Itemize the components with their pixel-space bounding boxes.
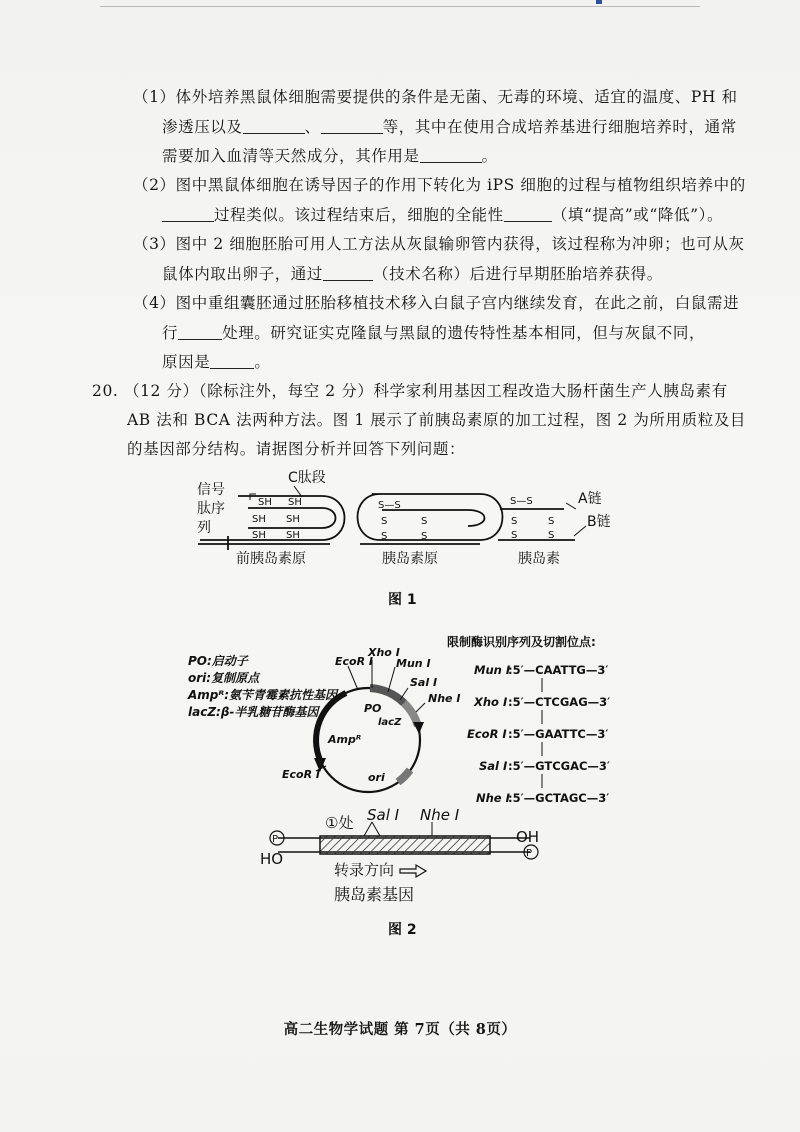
figure-1 (0, 460, 800, 615)
phosphate-label: P (272, 834, 279, 845)
insulin-label: 胰岛素 (518, 551, 560, 567)
q1-text-a: 渗透压以及 (162, 118, 243, 136)
s-label: S (381, 516, 388, 527)
ecor-top-label: EcoR I (335, 655, 373, 668)
answer-blank[interactable] (210, 354, 254, 369)
sal-label: Sal I (410, 676, 438, 689)
q3-line-1: （3）图中 2 细胞胚胎可用人工方法从灰鼠输卵管内获得，该过程称为冲卵；也可从灰 (133, 235, 745, 253)
gene-nhe-label: Nhe I (420, 806, 460, 824)
proinsulin-label: 胰岛素原 (382, 551, 438, 567)
q4-text-c: 原因是 (162, 353, 211, 371)
enzyme-sequence: :5′—CTCGAG—3′ (508, 695, 611, 709)
q1-text-c: 等，其中在使用合成培养基进行细胞培养时，通常 (382, 118, 737, 136)
s-label: S (421, 516, 428, 527)
legend-po: PO:启动子 (188, 654, 248, 668)
bracket-mark (250, 494, 256, 500)
answer-blank[interactable] (162, 207, 214, 222)
ecor-site-line (348, 666, 358, 690)
legend-amp: Ampᴿ:氨苄青霉素抗性基因 (188, 688, 337, 702)
sh-label: SH (252, 530, 266, 541)
mun-label: Mun I (396, 657, 431, 670)
ss-bond-label: S—S (510, 496, 533, 507)
s-label: S (511, 530, 518, 541)
q1-line-1: （1）体外培养黑鼠体细胞需要提供的条件是无菌、无毒的环境、适宜的温度、PH 和 (133, 88, 738, 106)
q1-line-2 (162, 119, 737, 136)
page-footer: 高二生物学试题 第 7页（共 8页） (283, 1021, 517, 1038)
enzyme-table (467, 663, 610, 805)
q2-line-2 (162, 207, 723, 224)
enzyme-sequence: :5′—GAATTC—3′ (508, 727, 609, 741)
q3-text-b: （技术名称）后进行早期胚胎培养获得。 (373, 265, 663, 283)
signal-peptide-label-1: 信号 (197, 482, 225, 498)
q1-line-3 (162, 148, 498, 165)
q1-text-b: 、 (304, 118, 321, 136)
a-chain-pointer (566, 503, 576, 509)
top-mark (596, 0, 602, 4)
gene-coding-region (320, 836, 490, 854)
answer-blank[interactable] (323, 266, 373, 281)
arrow-right-icon (400, 865, 426, 877)
q4-line-1: （4）图中重组囊胚通过胚胎移植技术移入白鼠子宫内继续发育，在此之前，白鼠需进 (133, 294, 740, 312)
q20-line-2: AB 法和 BCA 法两种方法。图 1 展示了前胰岛素原的加工过程，图 2 为所用质粒及目 (127, 411, 747, 429)
c-peptide-label: C肽段 (288, 470, 326, 486)
answer-blank[interactable] (243, 119, 305, 134)
enzyme-sequence: :5′—GCTAGC—3′ (508, 791, 610, 805)
ecor-bottom-label: EcoR I (282, 768, 320, 781)
enzyme-sequence: :5′—GTCGAC—3′ (508, 759, 610, 773)
ori-label: ori (368, 771, 385, 784)
answer-blank[interactable] (178, 325, 222, 340)
insulin-gene-label: 胰岛素基因 (334, 885, 415, 904)
enzyme-name: Sal I (479, 759, 508, 773)
enzyme-name: Mun I (474, 663, 511, 677)
s-label: S (511, 516, 518, 527)
enzyme-name: Xho I (474, 695, 508, 709)
nhe-label: Nhe I (428, 692, 461, 705)
signal-peptide-label-2: 肽序 (197, 501, 225, 517)
q2-text-a: 过程类似。该过程结束后，细胞的全能性 (214, 206, 504, 224)
figure-1-caption: 图 1 (388, 592, 417, 608)
po-label: PO (364, 702, 382, 715)
enzyme-name: EcoR I (467, 727, 507, 741)
b-chain-pointer (574, 526, 586, 536)
enzyme-sequence: :5′—CAATTG—3′ (508, 663, 609, 677)
sh-label: SH (286, 514, 300, 525)
amp-gene-segment (316, 693, 346, 760)
proinsulin-inner-chain (382, 510, 485, 526)
amp-label: Ampᴿ (328, 733, 362, 746)
q3-text-a: 鼠体内取出卵子，通过 (162, 265, 324, 283)
s-label: S (548, 516, 555, 527)
answer-blank[interactable] (321, 119, 383, 134)
a-chain-label: A链 (578, 491, 602, 507)
q2-line-1: （2）图中黑鼠体细胞在诱导因子的作用下转化为 iPS 细胞的过程与植物组织培养中的 (133, 176, 746, 194)
legend-lacz: lacZ:β-半乳糖苷酶基因 (188, 705, 319, 719)
sh-label: SH (252, 514, 266, 525)
preproinsulin-label: 前胰岛素原 (236, 551, 306, 567)
signal-peptide-label-3: 列 (197, 520, 211, 536)
plasmid-legend (187, 654, 339, 719)
q2-text-b: （填“提高”或“降低”）。 (551, 206, 724, 224)
sal-site-mark (364, 822, 372, 836)
answer-blank[interactable] (504, 207, 552, 222)
q1-text-d: 需要加入血清等天然成分，其作用是 (162, 147, 420, 165)
s-label: S (548, 530, 555, 541)
q4-text-a: 行 (162, 324, 179, 342)
nhe-site-line (416, 703, 425, 712)
enzyme-table-title: 限制酶识别序列及切割位点: (447, 635, 596, 649)
oh-label: OH (516, 828, 540, 846)
answer-blank[interactable] (420, 148, 482, 163)
figure-2-caption: 图 2 (388, 922, 417, 938)
q3-line-2 (162, 266, 663, 283)
s-label: S (381, 531, 388, 542)
lacz-label: lacZ (378, 717, 402, 728)
q20-line-1: 20. （12 分）（除标注外，每空 2 分）科学家利用基因工程改造大肠杆菌生产人胰岛素有 (92, 382, 728, 400)
site-1-label: ①处 (325, 814, 354, 832)
phosphate-label: P (526, 848, 533, 859)
transcription-direction-label: 转录方向 (334, 861, 395, 879)
sal-site-mark (372, 822, 380, 836)
ori-segment (398, 770, 410, 782)
legend-ori: ori:复制原点 (188, 671, 260, 685)
q4-text-b: 处理。研究证实克隆鼠与黑鼠的遗传特性基本相同，但与灰鼠不同， (222, 324, 706, 342)
q4-line-3 (162, 354, 270, 371)
po-segment (370, 688, 404, 703)
ho-label: HO (260, 850, 284, 868)
sh-label: SH (286, 530, 300, 541)
b-chain-label: B链 (587, 514, 611, 530)
xho-label: Xho I (368, 646, 400, 659)
lacz-arrowhead (413, 722, 424, 734)
enzyme-name: Nhe I (476, 791, 510, 805)
sh-label: SH (288, 497, 302, 508)
s-label: S (421, 531, 428, 542)
figure-2 (0, 625, 800, 940)
q20-line-3: 的基因部分结构。请据图分析并回答下列问题： (127, 440, 466, 458)
q1-text-e: 。 (481, 147, 498, 165)
q4-line-2 (162, 325, 705, 342)
gene-sal-label: Sal I (367, 806, 400, 824)
q4-text-d: 。 (254, 353, 271, 371)
insulin-gene (270, 822, 538, 877)
top-rule (100, 0, 700, 7)
sh-label: SH (258, 497, 272, 508)
mun-site-line (388, 667, 395, 692)
ss-bond-label: S—S (378, 500, 401, 511)
